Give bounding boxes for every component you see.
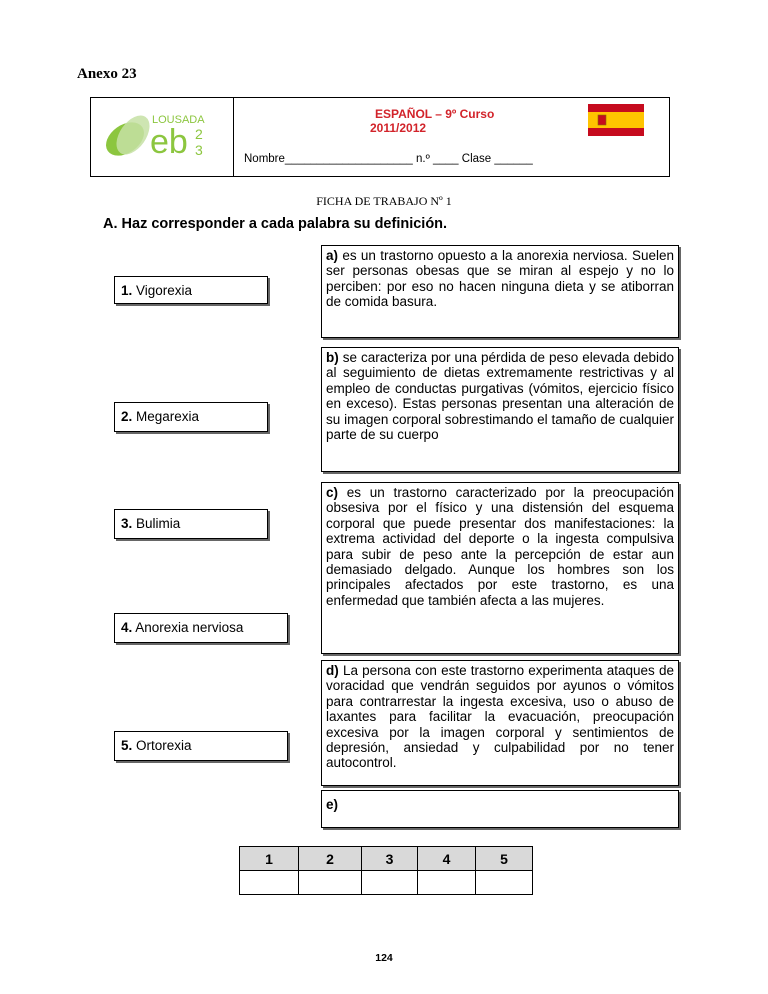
word-label: Bulimia: [136, 516, 181, 531]
answer-table: [239, 846, 533, 895]
logo-sub-text: 3: [195, 142, 203, 158]
word-number: 3.: [121, 516, 133, 531]
definition-letter: b): [326, 350, 339, 365]
definition-letter: a): [326, 248, 339, 263]
word-label: Ortorexia: [136, 738, 192, 753]
annex-title: Anexo 23: [77, 66, 137, 82]
page-number: 124: [375, 952, 393, 964]
answer-header-cell: 4: [418, 847, 476, 871]
word-number: 2.: [121, 409, 133, 424]
definition-a: [321, 245, 679, 338]
answer-header-cell: 5: [476, 847, 533, 871]
answer-cell-5[interactable]: [476, 871, 533, 895]
word-label: Vigorexia: [136, 283, 193, 298]
definition-letter: c): [326, 485, 339, 500]
word-label: Megarexia: [136, 409, 200, 424]
word-number: 4.: [121, 620, 133, 635]
logo-top-text: LOUSADA: [152, 114, 205, 126]
school-logo: [100, 107, 225, 167]
definition-letter: d): [326, 663, 339, 678]
word-box-5: [114, 731, 288, 761]
answer-cell-2[interactable]: [299, 871, 362, 895]
header-title: [370, 107, 535, 135]
flag-top-stripe: [588, 104, 644, 112]
definition-d: [321, 660, 679, 786]
header-divider: [233, 97, 234, 177]
definition-letter: e): [326, 797, 339, 812]
flag-middle-stripe: [588, 112, 644, 128]
definition-text: es un trastorno caracterizado por la preocupación obsesiva por el físico y una distensión del esquema corporal que puede presentar dos manifestaciones: la extrema actividad del deporte o la ingesta compulsiva para subir de peso ante la percepción de estar aun demasiado delgado. Aunque los hombres son los principales afectados por este trastorno, es una enfermedad que también afecta a las mujeres.: [326, 485, 674, 608]
definition-text: La persona con este trastorno experimenta ataques de voracidad que vendrán seguidos por ayunos o vómitos para contrarrestar la ingesta excesiva, uso o abuso de laxantes para facilitar la evacuación, preocupación excesiva por la imagen corporal y sentimientos de depresión, ansiedad y culpabilidad por no tener autocontrol.: [326, 663, 674, 771]
worksheet-title: FICHA DE TRABAJO Nº 1: [316, 194, 452, 208]
definition-b: [321, 347, 679, 472]
answer-cell-3[interactable]: [362, 871, 418, 895]
year-line: 2011/2012: [370, 121, 427, 135]
answer-header-cell: 1: [240, 847, 299, 871]
flag-bottom-stripe: [588, 128, 644, 136]
flag-coat-of-arms: [598, 115, 606, 125]
definition-text: es un trastorno opuesto a la anorexia nerviosa. Suelen ser personas obesas que se miran al espejo y no lo perciben: por eso no hacen ninguna dieta y se atiborran de comida basura.: [326, 248, 674, 310]
word-box-2: [114, 402, 268, 432]
word-number: 5.: [121, 738, 133, 753]
word-box-4: [114, 613, 288, 643]
answer-cell-4[interactable]: [418, 871, 476, 895]
spain-flag-icon: [588, 104, 644, 136]
word-label: Anorexia nerviosa: [135, 620, 244, 635]
definition-c: [321, 482, 679, 654]
answer-cell-1[interactable]: [240, 871, 299, 895]
word-number: 1.: [121, 283, 133, 298]
answer-header-cell: 2: [299, 847, 362, 871]
definition-text: se caracteriza por una pérdida de peso elevada debido al seguimiento de dietas extremamente restrictivas y al empleo de conductas purgativas (vómitos, ejercicio físico en exceso). Estas personas presentan una alteración de su imagen corporal sobrestimando el tamaño de cualquier parte de su cuerpo: [326, 350, 674, 443]
section-a-title: A. Haz corresponder a cada palabra su definición.: [103, 216, 448, 232]
logo-sup-text: 2: [195, 126, 203, 142]
answer-table-header-row: [240, 847, 533, 871]
word-box-1: [114, 276, 268, 304]
answer-table-input-row: [240, 871, 533, 895]
student-name-line: Nombre____________________ n.º ____ Clase ______: [244, 153, 533, 165]
logo-main-text: eb: [150, 123, 188, 161]
course-line: ESPAÑOL – 9º Curso: [375, 107, 495, 121]
definition-e: [321, 790, 679, 828]
answer-header-cell: 3: [362, 847, 418, 871]
word-box-3: [114, 509, 268, 539]
